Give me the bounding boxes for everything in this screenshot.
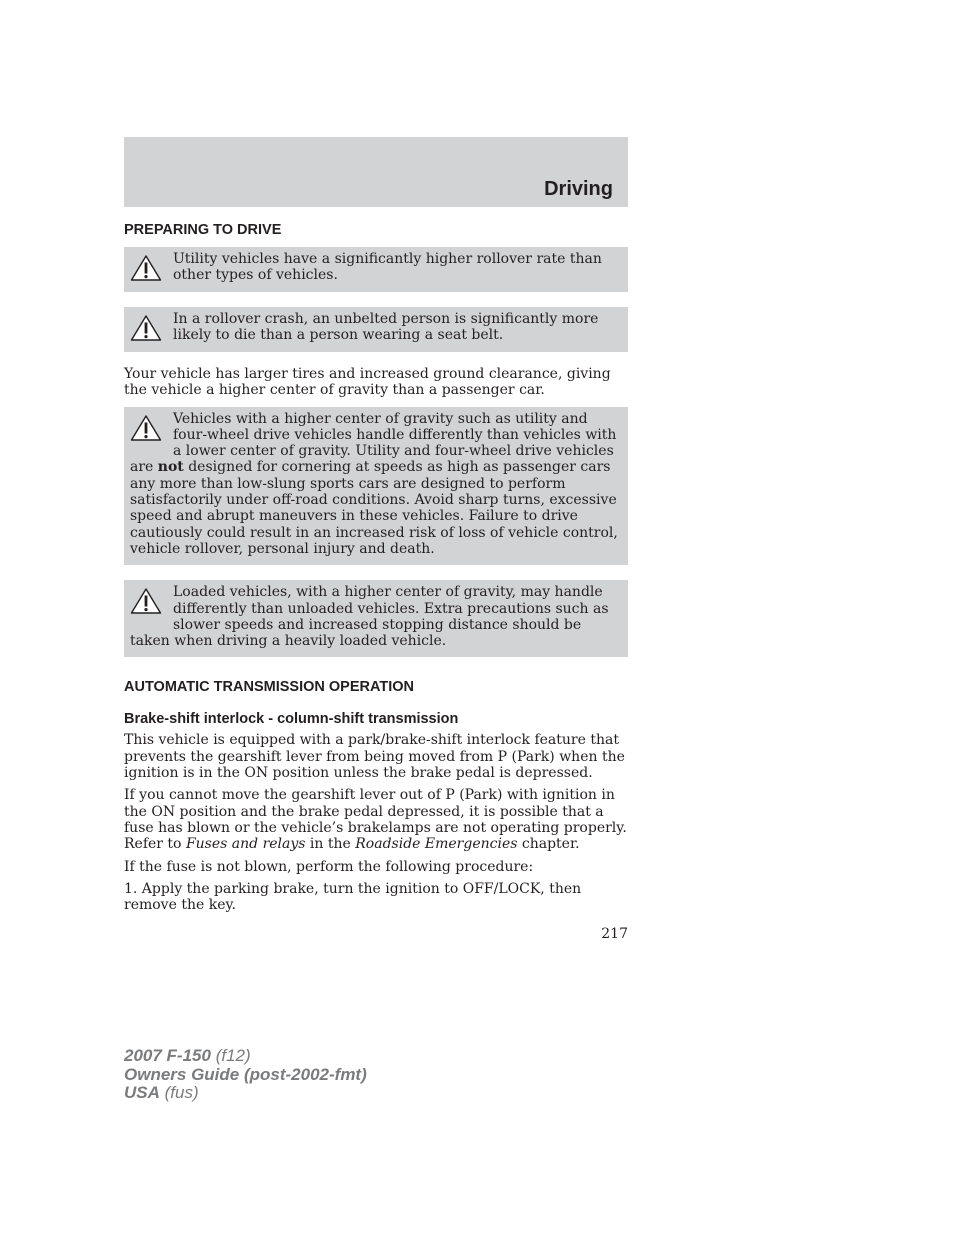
page-number: 217 <box>601 926 628 942</box>
warning-text-part2: designed for cornering at speeds as high as passenger cars any more than low-slung sports cars are designed to perform satisfactorily under off-road conditions. Avoid sharp turns, excessive speed and abrupt maneuvers in these vehicles. Failure to drive cautiously could result in an increased risk of loss of vehicle control, vehicle rollover, personal injury and death. <box>130 459 618 557</box>
body-paragraph-step-1: 1. Apply the parking brake, turn the ignition to OFF/LOCK, then remove the key. <box>124 880 582 914</box>
section-title-automatic-transmission: AUTOMATIC TRANSMISSION OPERATION <box>124 679 414 696</box>
warning-box-seat-belt <box>124 307 628 352</box>
warning-triangle-icon <box>130 254 162 282</box>
body-paragraph-fuse <box>124 787 628 852</box>
section-title-preparing: PREPARING TO DRIVE <box>124 222 282 238</box>
footer-model: 2007 F-150 <box>124 1046 211 1065</box>
warning-box-handling <box>124 407 628 566</box>
fuse-text-part2: in the <box>309 836 351 853</box>
warning-triangle-icon <box>130 314 162 342</box>
body-paragraph-interlock: This vehicle is equipped with a park/brake-shift interlock feature that prevents the gearshift lever from being moved from P (Park) when the ignition is in the ON position unless the brake pedal is depressed. <box>124 732 625 782</box>
page-content <box>124 219 628 919</box>
footer-line-market <box>124 1084 367 1103</box>
warning-text: In a rollover crash, an unbelted person is significantly more likely to die than a person wearing a seat belt. <box>173 311 599 344</box>
footer-model-code: (f12) <box>215 1046 251 1065</box>
fuse-text-part3: chapter. <box>521 836 580 853</box>
warning-triangle-icon <box>130 414 162 442</box>
roadside-emergencies-reference: Roadside Emergencies <box>355 836 518 853</box>
fuses-relays-reference: Fuses and relays <box>185 836 306 853</box>
warning-text: Utility vehicles have a significantly higher rollover rate than other types of vehicles. <box>173 251 602 284</box>
warning-triangle-icon <box>130 587 162 615</box>
chapter-title: Driving <box>544 178 613 200</box>
footer-line-model <box>124 1047 367 1066</box>
fuse-text-part1: If you cannot move the gearshift lever out of P (Park) with ignition in the ON position and the brake pedal depressed, it is possible that a fuse has blown or the vehicle’s brakelamps are not operating properly. Refer to <box>124 787 627 853</box>
footer-line-guide <box>124 1066 367 1085</box>
warning-text-part1: Vehicles with a higher center of gravity such as utility and four-wheel drive vehicles handle differently than vehicles with a lower center of gravity. Utility and four-wheel drive vehicles are <box>130 410 617 476</box>
body-paragraph-center-of-gravity: Your vehicle has larger tires and increased ground clearance, giving the vehicle a higher center of gravity than a passenger car. <box>124 366 611 399</box>
warning-text: Loaded vehicles, with a higher center of gravity, may handle differently than unloaded vehicles. Extra precautions such as slower speeds and increased stopping distance should be taken when driving a heavily loaded vehicle. <box>130 584 609 650</box>
warning-box-loaded-vehicles <box>124 580 628 657</box>
footer-guide: Owners Guide (post-2002-fmt) <box>124 1064 367 1084</box>
body-paragraph-procedure-intro: If the fuse is not blown, perform the following procedure: <box>124 858 534 875</box>
warning-text-emphasis: not <box>157 459 184 476</box>
footer-market-code: (fus) <box>164 1083 199 1102</box>
warning-box-rollover-rate <box>124 247 628 292</box>
chapter-header-band <box>124 137 628 207</box>
footer-market: USA <box>124 1083 160 1102</box>
document-footer <box>124 1047 367 1103</box>
subsection-title-brake-shift: Brake-shift interlock - column-shift transmission <box>124 711 459 728</box>
